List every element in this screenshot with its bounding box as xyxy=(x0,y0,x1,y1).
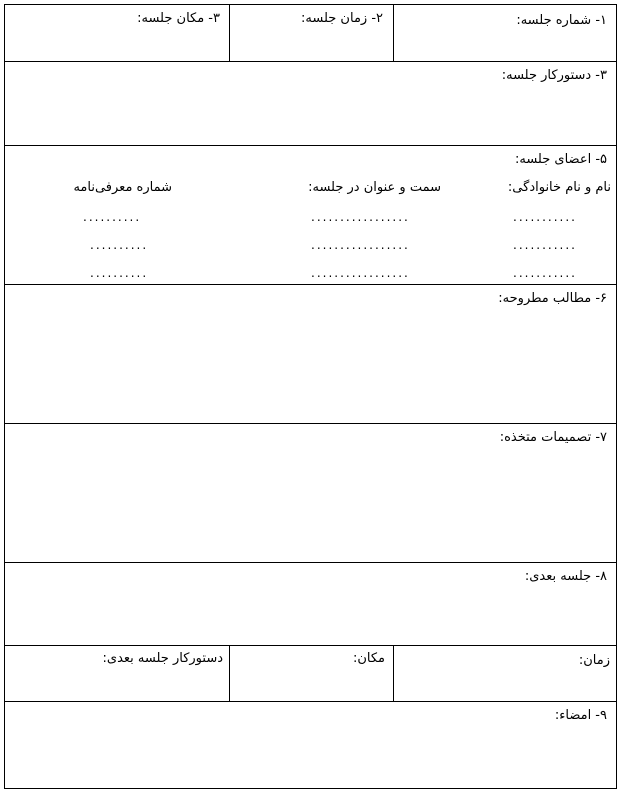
agenda-label[interactable]: ۳- دستورکار جلسه: xyxy=(501,68,607,83)
next-meeting-label[interactable]: ۸- جلسه بعدی: xyxy=(524,569,607,584)
column-divider xyxy=(393,645,394,701)
member-intro-number-field[interactable]: .......... xyxy=(83,210,142,224)
row-divider xyxy=(5,562,616,563)
meeting-time-label[interactable]: ۲- زمان جلسه: xyxy=(301,11,383,26)
column-divider xyxy=(229,645,230,701)
meeting-number-label[interactable]: ۱- شماره جلسه: xyxy=(516,13,607,28)
member-role-field[interactable]: ................. xyxy=(311,238,410,252)
meeting-place-label[interactable]: ۳- مکان جلسه: xyxy=(137,11,220,26)
decisions-label[interactable]: ۷- تصمیمات متخذه: xyxy=(499,430,607,445)
column-divider xyxy=(229,5,230,61)
next-meeting-place-label[interactable]: مکان: xyxy=(352,651,385,666)
row-divider xyxy=(5,61,616,62)
member-intro-number-field[interactable]: .......... xyxy=(90,266,149,280)
member-role-field[interactable]: ................. xyxy=(311,210,410,224)
next-meeting-agenda-label[interactable]: دستورکار جلسه بعدی: xyxy=(102,651,223,666)
members-column-role: سمت و عنوان در جلسه: xyxy=(308,180,441,195)
column-divider xyxy=(393,5,394,61)
topics-label[interactable]: ۶- مطالب مطروحه: xyxy=(498,291,607,306)
member-name-field[interactable]: ........... xyxy=(513,266,577,280)
member-name-field[interactable]: ........... xyxy=(513,238,577,252)
row-divider xyxy=(5,284,616,285)
meeting-minutes-form xyxy=(4,4,617,789)
members-column-intro-number: شماره معرفی‌نامه xyxy=(73,180,172,195)
row-divider xyxy=(5,145,616,146)
member-name-field[interactable]: ........... xyxy=(513,210,577,224)
signatures-label[interactable]: ۹- امضاء: xyxy=(554,708,607,723)
row-divider xyxy=(5,645,616,646)
members-column-name: نام و نام خانوادگی: xyxy=(507,180,611,195)
next-meeting-time-label[interactable]: زمان: xyxy=(578,653,610,668)
member-intro-number-field[interactable]: .......... xyxy=(90,238,149,252)
members-label: ۵- اعضای جلسه: xyxy=(514,152,607,167)
row-divider xyxy=(5,701,616,702)
member-role-field[interactable]: ................. xyxy=(311,266,410,280)
row-divider xyxy=(5,423,616,424)
